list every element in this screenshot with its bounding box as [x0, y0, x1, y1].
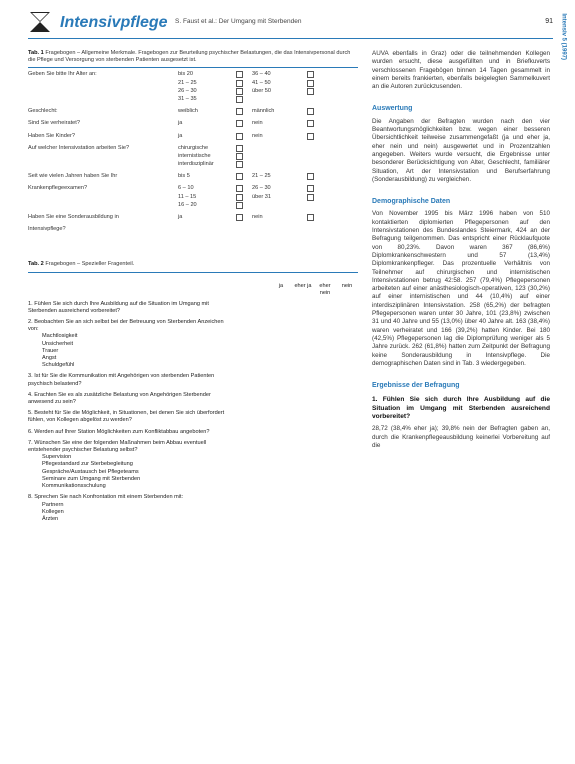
table1-option: 41 – 50 [252, 79, 271, 86]
col-nein: nein [341, 282, 353, 289]
table1-row [28, 214, 358, 222]
checkbox-icon [236, 214, 243, 221]
table1-option: über 50 [252, 87, 271, 94]
table1-option: bis 20 [178, 71, 193, 78]
table1-row [28, 194, 358, 202]
table1-option: bis 5 [178, 173, 190, 180]
table1-checkbox-cell [236, 194, 252, 202]
table1-question: Auf welcher Intensivstation arbeiten Sie? [28, 144, 130, 151]
auswertung-paragraph: Die Angaben der Befragten wurden nach den vier Beantwortungsmöglichkeiten bzw. wegen einer besseren Übersichtlichkeit teilweise zusammengefaßt (ja und eher ja, eher nein und nein) ausgewertet und in Prozentzahlen angegeben. Weiters wurde versucht, die Ergebnisse unter besonderer Berücksichtigung von Alter, Geschlecht, familiärer Situation, Art der Intensivstation und Berufserfahrung (Sonderausbildung) zu vergleichen. [372, 117, 550, 183]
table2-sub-item: Angst [42, 355, 57, 362]
table1-row [28, 96, 358, 104]
checkbox-icon [236, 161, 243, 168]
checkbox-icon [236, 202, 243, 209]
table1-row [28, 71, 358, 79]
table1-checkbox-cell [307, 80, 321, 88]
table1-checkbox-cell [307, 214, 321, 222]
checkbox-icon [307, 214, 314, 221]
table1-option [252, 96, 307, 104]
table1-option: 21 – 25 [178, 79, 197, 86]
table2-sub-item: Seminare zum Umgang mit Sterbenden [42, 475, 141, 482]
col-eher-ja: eher ja [294, 282, 312, 289]
table2-question: 5. Besteht für Sie die Möglichkeit, in Situationen, bei denen Sie sich überfordert fühlen, von Kollegen abgelöst zu werden? [28, 410, 225, 424]
table1-caption [28, 50, 358, 64]
checkbox-icon [236, 108, 243, 115]
table1-row [28, 145, 358, 153]
table1-row [28, 133, 358, 141]
checkbox-icon [307, 133, 314, 140]
table1-option [252, 153, 307, 161]
table1-option [252, 145, 307, 153]
checkbox-icon [236, 145, 243, 152]
checkbox-icon [236, 88, 243, 95]
table1-question: Seit wie vielen Jahren haben Sie Ihr [28, 173, 118, 180]
table1-checkbox-cell [236, 161, 252, 169]
table2-sub-item: Kollegen [42, 508, 64, 515]
table1-question: Sind Sie verheiratet? [28, 120, 80, 127]
header-rule [28, 38, 553, 39]
checkbox-icon [236, 194, 243, 201]
table1-checkbox-cell [307, 226, 321, 233]
table1-question: Krankenpflegeexamen? [28, 185, 88, 192]
col-eher-nein: eher nein [319, 282, 331, 296]
right-column [372, 50, 550, 450]
table1-checkbox-cell [307, 71, 321, 79]
table2-sub-item: Kommunikationsschulung [42, 483, 106, 490]
table1-checkbox-cell [307, 202, 321, 210]
table2-sub-item: Partnern [42, 501, 64, 508]
table1-checkbox-cell [307, 133, 321, 141]
table1-option: 31 – 35 [178, 95, 197, 102]
checkbox-icon [236, 120, 243, 127]
table1-option: chirurgische [178, 144, 209, 151]
checkbox-icon [307, 120, 314, 127]
table2-question: 8. Sprechen Sie nach Konfrontation mit einem Sterbenden mit: [28, 494, 184, 501]
table1-row [28, 173, 358, 181]
table2-question: 4. Erachten Sie es als zusätzliche Belastung von Angehörigen Sterbender anwesend zu sein? [28, 391, 211, 406]
table1-checkbox-cell [307, 153, 321, 161]
table2-sub-item: Ärzten [42, 515, 59, 522]
section-auswertung-title: Auswertung [372, 105, 413, 113]
table1-checkbox-cell [236, 214, 252, 222]
table2-column-headers [28, 273, 358, 297]
table2-label: Tab. 2 [28, 261, 44, 268]
table1-row [28, 202, 358, 210]
table1-question [28, 80, 178, 88]
table1-question: Geschlecht: [28, 108, 58, 115]
table1-row [28, 120, 358, 128]
table1-checkbox-cell [236, 96, 252, 104]
table1-checkbox-cell [307, 145, 321, 153]
table1-question [28, 88, 178, 96]
table1-row [28, 153, 358, 161]
table1-checkbox-cell [236, 88, 252, 96]
table1-option: 36 – 40 [252, 71, 271, 78]
article-running-title: S. Faust et al.: Der Umgang mit Sterbenden [175, 18, 302, 25]
table2-question: 7. Wünschen Sie eine der folgenden Maßnahmen beim Abbau eventuell entstehender psychischer Belastung selbst? [28, 439, 207, 454]
table2-sub-item: Trauer [42, 347, 59, 354]
table1-checkbox-cell [307, 108, 321, 116]
table2-sub-item: Schuldgefühl [42, 362, 75, 369]
checkbox-icon [236, 173, 243, 180]
table1-checkbox-cell [236, 226, 252, 233]
table1-option: 26 – 30 [252, 185, 271, 192]
checkbox-icon [236, 80, 243, 87]
table1-option: ja [178, 120, 183, 127]
checkbox-icon [236, 185, 243, 192]
checkbox-icon [307, 185, 314, 192]
table1-option: interdisziplinär [178, 161, 214, 168]
table1-checkbox-cell [236, 202, 252, 210]
table1-option: ja [178, 214, 183, 221]
table1-row [28, 185, 358, 193]
checkbox-icon [307, 71, 314, 78]
table1-checkbox-cell [236, 120, 252, 128]
table1-option [178, 226, 236, 233]
table1-row [28, 161, 358, 169]
left-column [28, 50, 358, 523]
table1-checkbox-cell [236, 133, 252, 141]
table1-row [28, 226, 358, 233]
table1-checkbox-cell [307, 88, 321, 96]
table1-checkbox-cell [307, 185, 321, 193]
table1-question [28, 202, 178, 210]
checkbox-icon [236, 71, 243, 78]
table1-option: 11 – 15 [178, 193, 197, 200]
table1-option: nein [252, 132, 263, 139]
table1-checkbox-cell [236, 108, 252, 116]
table1-row [28, 80, 358, 88]
table1-question [28, 161, 178, 169]
checkbox-icon [236, 96, 243, 103]
demographics-paragraph: Von November 1995 bis März 1996 haben von 510 kontaktierten diplomierten Pflegepersonen auf den Intensivstationen des Bundeslandes Steiermark, 424 an der Befragung teilgenommen. Das entspricht einer Rücklaufquote von 80,23%. Davon waren 367 (86,6%) Diplomkrankenschwestern und 57 (13,4%) Diplomkrankenpfleger. Das prozentuelle Verhältnis von Teilnehmer auf chirurgischen und internistischen Intensivstationen betrug 42:58. 257 (79,4%) Pflegepersonen arbeiteten auf einer anästhesiologisch-operativen, 123 (30,2%) auf einer internistischen und 44 (10,4%) auf einer interdisziplinären Intensivstation. 258 (65,2%) der befragten Pflegepersonen waren unter 30 Jahre, 101 (23,8%) zwischen 31 und 40 Jahre und 55 (13,0%) über 40 Jahre alt. 163 (38,4%) waren verheiratet und 166 (39,2%) hatten Kinder. Bei 180 (42,5%) Pflegepersonen lag die Diplomprüfung weniger als 5 Jahre zurück. 262 (61,8%) hatten zum Zeitpunkt der Befragung keine Sonderausbildung in Intensivpflege. Die demographischen Daten sind in Tab. 3 wiedergegeben. [372, 210, 550, 367]
table1-checkbox-cell [307, 120, 321, 128]
table2-question: 6. Werden auf Ihrer Station Möglichkeiten zum Konfliktabbau angeboten? [28, 428, 210, 435]
table1-checkbox-cell [236, 80, 252, 88]
table1-body [28, 71, 358, 233]
table2-sub-item: Pflegestandard zur Sterbebegleitung [42, 461, 133, 468]
table1-option: ja [178, 132, 183, 139]
table1-question: Geben Sie bitte Ihr Alter an: [28, 71, 97, 78]
checkbox-icon [307, 88, 314, 95]
checkbox-icon [307, 194, 314, 201]
table2-question: 3. Ist für Sie die Kommunikation mit Angehörigen von sterbenden Patienten psychisch belastend? [28, 373, 215, 387]
table2-questions [28, 301, 358, 523]
checkbox-icon [307, 108, 314, 115]
table1-option [252, 226, 307, 233]
table1-checkbox-cell [307, 173, 321, 181]
section-demographics-title: Demographische Daten [372, 198, 451, 206]
table1-option: 21 – 25 [252, 173, 271, 180]
checkbox-icon [236, 153, 243, 160]
table2-question: 1. Fühlen Sie sich durch Ihre Ausbildung auf die Situation im Umgang mit Sterbenden ausreichend vorbereitet? [28, 300, 209, 314]
col-ja: ja [278, 282, 284, 289]
table1-checkbox-cell [236, 145, 252, 153]
table1-checkbox-cell [236, 173, 252, 181]
table1-checkbox-cell [236, 185, 252, 193]
table1-option: über 31 [252, 193, 271, 200]
table1-option: 26 – 30 [178, 87, 197, 94]
journal-logo-icon [28, 10, 52, 39]
table1-question [28, 153, 178, 161]
journal-brand: Intensivpflege [60, 14, 168, 31]
table1-option: 16 – 20 [178, 201, 197, 208]
table2-sub-item: Machtlosigkeit [42, 333, 78, 340]
table1-option: nein [252, 214, 263, 221]
intro-paragraph: AUVA ebenfalls in Graz) oder die teilnehmenden Kollegen wurden ersucht, diese ausgefüllten und in Briefkuverts verschlossenen Fragebögen binnen 14 Tagen gesammelt in einem bereits frankierten, ebenfalls beigelegten Sammelkuvert an die Autoren zurückzusenden. [372, 50, 550, 91]
table1-question [28, 96, 178, 104]
page-number: 91 [545, 18, 553, 25]
table1-question: Haben Sie eine Sonderausbildung in [28, 214, 119, 221]
table1-checkbox-cell [307, 194, 321, 202]
table1-row [28, 88, 358, 96]
table1-checkbox-cell [307, 161, 321, 169]
table1-option: nein [252, 120, 263, 127]
table2-caption-text: Fragebogen – Spezieller Fragenteil. [45, 261, 135, 268]
table1-option: weiblich [178, 108, 198, 115]
table1-question: Intensivpflege? [28, 226, 66, 233]
table1-rule [28, 67, 358, 68]
table1-option [252, 161, 307, 169]
table1-caption-text: Fragebogen – Allgemeine Merkmale. Fragebogen zur Beurteilung psychischer Belastungen, die das Intensivpersonal durch die Pflege und Versorgung von sterbenden Patienten ausgesetzt ist. [28, 50, 351, 64]
side-journal-label: Intensiv 5 (1997) [561, 13, 567, 60]
checkbox-icon [236, 133, 243, 140]
table1-option: männlich [252, 108, 275, 115]
table1-question [28, 194, 178, 202]
checkbox-icon [307, 173, 314, 180]
section-results-title: Ergebnisse der Befragung [372, 382, 460, 390]
table1-option: internistische [178, 152, 211, 159]
table2-question: 2. Beobachten Sie an sich selbst bei der Betreuung von Sterbenden Anzeichen von: [28, 319, 224, 333]
checkbox-icon [307, 80, 314, 87]
table1-label: Tab. 1 [28, 50, 44, 56]
results-paragraph: 28,72 (38,4% eher ja); 39,8% nein der Befragten gaben an, durch die Krankenpflegeausbildung keinerlei Vorbereitung auf die [372, 425, 550, 449]
table2-sub-item: Gespräche/Austausch bei Pflegeteams [42, 468, 139, 475]
table1-checkbox-cell [236, 153, 252, 161]
table1-checkbox-cell [307, 96, 321, 104]
table1-option [252, 202, 307, 210]
table2-sub-item: Unsicherheit [42, 340, 74, 347]
table2-caption [28, 261, 358, 268]
results-question-1: 1. Fühlen Sie sich durch Ihre Ausbildung auf die Situation im Umgang mit Sterbenden ausreichend vorbereitet? [372, 396, 550, 420]
table2-sub-item: Supervision [42, 454, 72, 461]
table1-checkbox-cell [236, 71, 252, 79]
page-header [28, 8, 553, 38]
table1-row [28, 108, 358, 116]
table1-question: Haben Sie Kinder? [28, 132, 75, 139]
table1-option: 6 – 10 [178, 185, 194, 192]
